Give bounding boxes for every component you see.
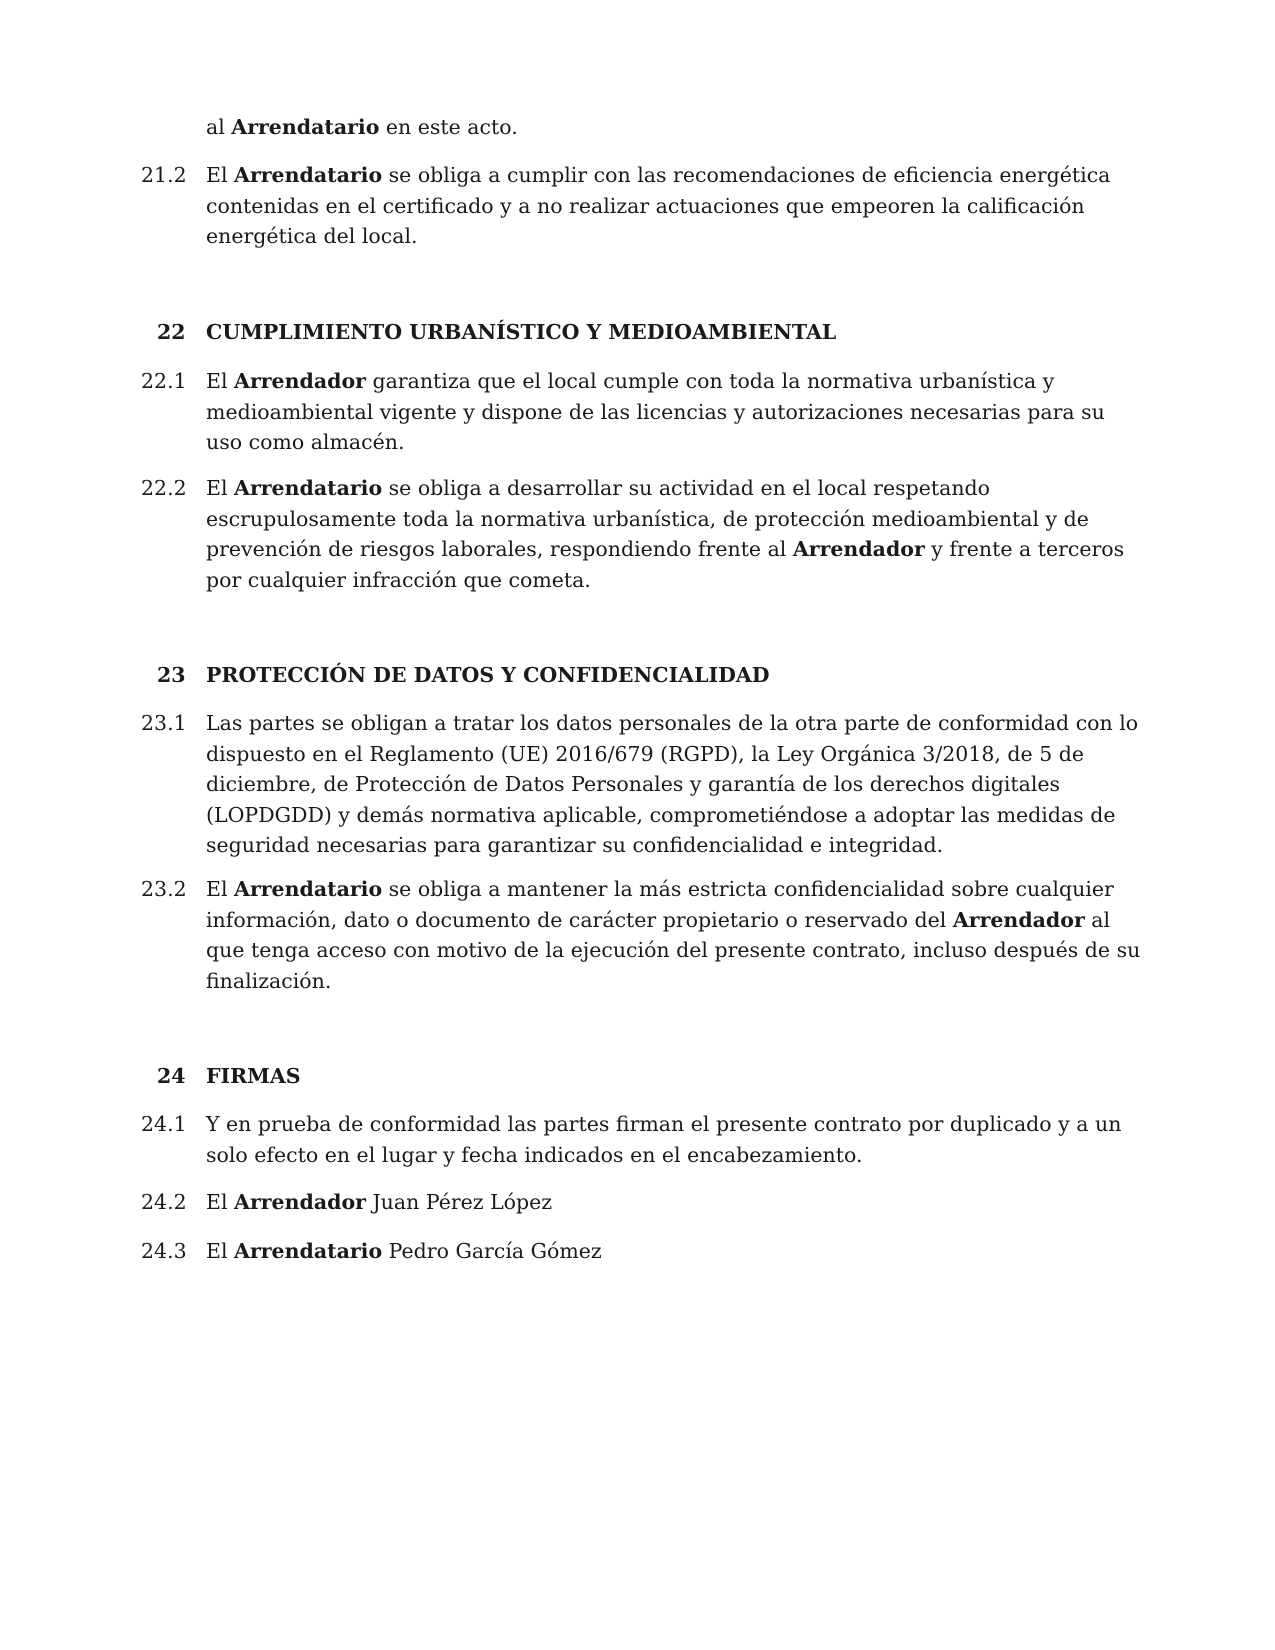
party-name: Arrendatario	[234, 163, 383, 187]
clause-22-2	[141, 473, 1141, 595]
signature-line-tenant: El Arrendatario Pedro García Gómez	[206, 1239, 602, 1263]
clause-24-1	[141, 1109, 1141, 1170]
section-heading-22	[141, 317, 1141, 347]
section-number: 24	[157, 1064, 186, 1088]
clause-number: 21.2	[141, 163, 187, 187]
party-name: Arrendador	[952, 907, 1085, 932]
clause-number: 22.1	[141, 369, 187, 393]
signature-line-landlord: El Arrendador Juan Pérez López	[206, 1190, 553, 1214]
clause-text: Las partes se obligan a tratar los datos personales de la otra parte de conformidad con lo dispuesto en el Reglamento (UE) 2016/679 (RGPD), la Ley Orgánica 3/2018, de 5 de diciembre, de Protección de Datos Personales y garantía de los derechos digitales (LOPDGDD) y demás normativa aplicable, comprometiéndose a adoptar las medidas de seguridad necesarias para garantizar su confidencialidad e integridad.	[206, 711, 1139, 857]
clause-24-3	[141, 1236, 1141, 1267]
clause-number: 24.3	[141, 1239, 187, 1263]
clause-text: El Arrendador garantiza que el local cumple con toda la normativa urbanística y medioambiental vigente y dispone de las licencias y autorizaciones necesarias para su uso como almacén.	[206, 369, 1105, 454]
section-title: CUMPLIMIENTO URBANÍSTICO Y MEDIOAMBIENTAL	[206, 320, 837, 344]
section-title: FIRMAS	[206, 1064, 301, 1088]
clause-22-1	[141, 366, 1141, 458]
party-name: Arrendador	[234, 369, 366, 393]
party-name: Arrendatario	[234, 476, 383, 500]
section-number: 22	[157, 320, 186, 344]
section-heading-23	[141, 660, 1141, 690]
clause-number: 23.2	[141, 877, 187, 901]
clause-continuation: al Arrendatario en este acto.	[206, 115, 518, 139]
clause-number: 23.1	[141, 711, 187, 735]
section-heading-24	[141, 1061, 1141, 1091]
section-number: 23	[157, 663, 186, 687]
clause-text: El Arrendatario se obliga a mantener la más estricta confidencialidad sobre cualquier información, dato o documento de carácter propietario o reservado del Arrendador al que tenga acceso con motivo de la ejecución del presente contrato, incluso después de su finalización.	[206, 877, 1141, 993]
clause-23-1	[141, 708, 1141, 861]
clause-text: El Arrendatario se obliga a desarrollar su actividad en el local respetando escrupulosamente toda la normativa urbanística, de protección medioambiental y de prevención de riesgos laborales, respondiendo frente al Arrendador y frente a terceros por cualquier infracción que cometa.	[206, 476, 1125, 592]
party-name: Arrendatario	[234, 1239, 383, 1263]
clause-text: Y en prueba de conformidad las partes firman el presente contrato por duplicado y a un solo efecto en el lugar y fecha indicados en el encabezamiento.	[206, 1112, 1122, 1167]
section-title: PROTECCIÓN DE DATOS Y CONFIDENCIALIDAD	[206, 663, 770, 687]
clause-24-2	[141, 1187, 1141, 1218]
clause-number: 24.1	[141, 1112, 187, 1136]
party-name: Arrendatario	[234, 877, 383, 901]
clause-number: 24.2	[141, 1190, 187, 1214]
clause-21-2	[141, 160, 1141, 252]
clause-number: 22.2	[141, 476, 187, 500]
clause-23-2	[141, 874, 1141, 996]
clause-text: El Arrendatario se obliga a cumplir con las recomendaciones de eficiencia energética contenidas en el certificado y a no realizar actuaciones que empeoren la calificación energética del local.	[206, 163, 1111, 248]
party-name: Arrendatario	[231, 115, 380, 139]
party-name: Arrendador	[234, 1190, 366, 1214]
party-name: Arrendador	[792, 537, 925, 561]
